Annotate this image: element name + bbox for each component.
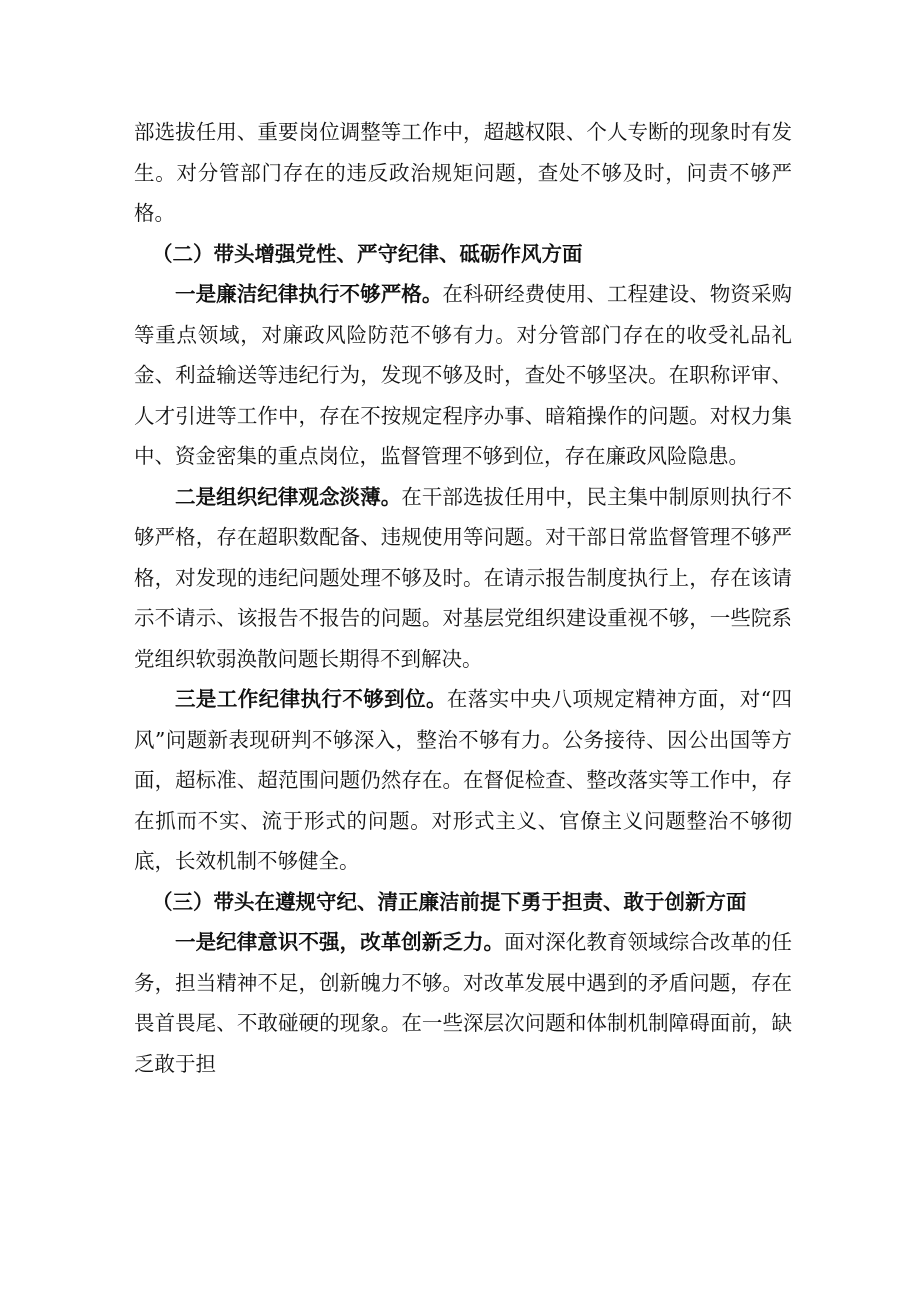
section-heading-2: （二）带头增强党性、严守纪律、砥砺作风方面 — [152, 241, 583, 266]
section-heading-3: （三）带头在遵规守纪、清正廉洁前提下勇于担责、敢于创新方面 — [152, 889, 747, 914]
paragraph-continuation — [134, 112, 792, 234]
paragraph-text: 在落实中央八项规定精神方面，对“四风”问题新表现研判不够深入，整治不够有力。公务接待、因公出国等方面，超标准、超范围问题仍然存在。在督促检查、整改落实等工作中，存在抓而不实、流于形式的问题。对形式主义、官僚主义问题整治不够彻底，长效机制不够健全。 — [134, 687, 792, 873]
paragraph-text: 部选拔任用、重要岗位调整等工作中，超越权限、个人专断的现象时有发生。对分管部门存在的违反政治规矩问题，查处不够及时，问责不够严格。 — [134, 120, 792, 225]
paragraph-reform-innovation — [134, 922, 792, 1084]
paragraph-work-discipline — [134, 679, 792, 882]
paragraph-integrity-discipline — [134, 274, 792, 477]
paragraph-text: 在科研经费使用、工程建设、物资采购等重点领域，对廉政风险防范不够有力。对分管部门存在的收受礼品礼金、利益输送等违纪行为，发现不够及时，查处不够坚决。在职称评审、人才引进等工作中，存在不按规定程序办事、暗箱操作的问题。对权力集中、资金密集的重点岗位，监督管理不够到位，存在廉政风险隐患。 — [134, 282, 793, 468]
paragraph-lead: 一是廉洁纪律执行不够严格。 — [175, 282, 443, 306]
document-page — [134, 112, 792, 1084]
paragraph-lead: 二是组织纪律观念淡薄。 — [175, 484, 402, 509]
paragraph-organizational-discipline — [134, 477, 792, 680]
paragraph-lead: 一是纪律意识不强，改革创新乏力。 — [175, 930, 505, 954]
paragraph-lead: 三是工作纪律执行不够到位。 — [175, 687, 447, 711]
paragraph-text: 在干部选拔任用中，民主集中制原则执行不够严格，存在超职数配备、违规使用等问题。对干部日常监督管理不够严格，对发现的违纪问题处理不够及时。在请示报告制度执行上，存在该请示不请示、该报告不报告的问题。对基层党组织建设重视不够，一些院系党组织软弱涣散问题长期得不到解决。 — [134, 484, 793, 671]
paragraph-text: 面对深化教育领域综合改革的任务，担当精神不足，创新魄力不够。对改革发展中遇到的矛盾问题，存在畏首畏尾、不敢碰硬的现象。在一些深层次问题和体制机制障碍面前，缺乏敢于担 — [134, 930, 793, 1076]
